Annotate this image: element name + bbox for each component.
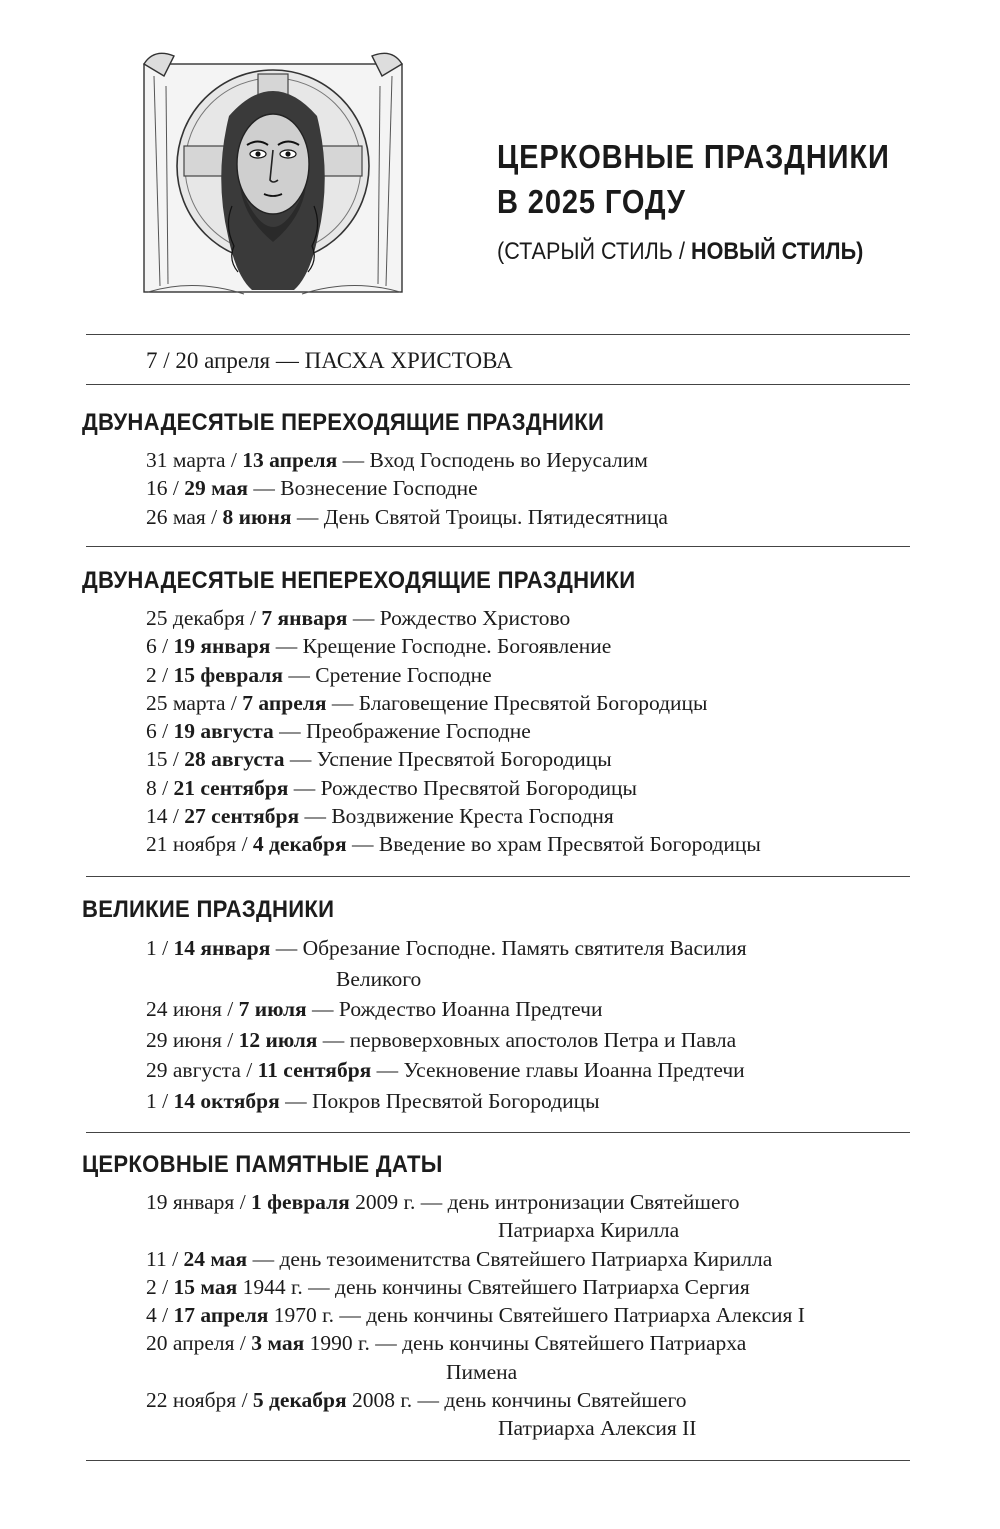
list-item: 8 / 21 сентября — Рождество Пресвятой Богородицы bbox=[146, 775, 637, 800]
list-item: 24 июня / 7 июля — Рождество Иоанна Предтечи bbox=[146, 997, 603, 1021]
style-legend bbox=[497, 238, 863, 266]
section-great-feasts bbox=[82, 895, 912, 1116]
memorial-list bbox=[82, 1188, 912, 1443]
page-title bbox=[497, 134, 890, 224]
list-item: 25 марта / 7 апреля — Благовещение Пресвятой Богородицы bbox=[146, 690, 708, 715]
divider bbox=[86, 1132, 910, 1133]
list-item: 21 ноября / 4 декабря — Введение во храм Пресвятой Богородицы bbox=[146, 832, 761, 857]
list-item: 14 / 27 сентября — Воздвижение Креста Господня bbox=[146, 804, 614, 829]
list-item: 31 марта / 13 апреля — Вход Господень во Иерусалим bbox=[146, 448, 648, 472]
easter-name: ПАСХА ХРИСТОВА bbox=[304, 348, 513, 373]
title-line-1: ЦЕРКОВНЫЕ ПРАЗДНИКИ bbox=[497, 138, 890, 175]
divider bbox=[86, 384, 910, 385]
list-item: 22 ноября / 5 декабря 2008 г. — день кончины Святейшего Патриарха Алексия II bbox=[146, 1386, 912, 1443]
feast-list bbox=[82, 933, 912, 1116]
list-item: 2 / 15 мая 1944 г. — день кончины Святейшего Патриарха Сергия bbox=[146, 1274, 750, 1299]
list-item: 19 января / 1 февраля 2009 г. — день интронизации Святейшего Патриарха Кирилла bbox=[146, 1188, 912, 1245]
feast-list bbox=[82, 446, 912, 531]
section-moveable-feasts bbox=[82, 408, 912, 531]
list-item: 15 / 28 августа — Успение Пресвятой Богородицы bbox=[146, 747, 612, 772]
old-style-label: (СТАРЫЙ СТИЛЬ / bbox=[497, 238, 685, 265]
list-item: 29 июня / 12 июля — первоверховных апостолов Петра и Павла bbox=[146, 1027, 737, 1052]
list-item: 16 / 29 мая — Вознесение Господне bbox=[146, 476, 478, 501]
list-item: 6 / 19 января — Крещение Господне. Богоявление bbox=[146, 634, 612, 659]
feast-list bbox=[82, 604, 912, 859]
continuation-text: Патриарха Алексия II bbox=[498, 1416, 697, 1441]
list-item: 26 мая / 8 июня — День Святой Троицы. Пятидесятница bbox=[146, 504, 668, 529]
section-title: ЦЕРКОВНЫЕ ПАМЯТНЫЕ ДАТЫ bbox=[82, 1151, 443, 1178]
continuation-text: Патриарха Кирилла bbox=[498, 1218, 680, 1243]
section-fixed-feasts bbox=[82, 566, 912, 859]
mandylion-icon-illustration bbox=[134, 46, 412, 304]
list-item: 11 / 24 мая — день тезоименитства Святейшего Патриарха Кирилла bbox=[146, 1246, 773, 1271]
easter-date: 7 / 20 апреля — bbox=[146, 348, 299, 373]
list-item: 6 / 19 августа — Преображение Господне bbox=[146, 719, 531, 744]
list-item: 25 декабря / 7 января — Рождество Христово bbox=[146, 606, 571, 630]
easter-entry bbox=[146, 348, 513, 374]
section-title: ВЕЛИКИЕ ПРАЗДНИКИ bbox=[82, 896, 335, 923]
list-item: 20 апреля / 3 мая 1990 г. — день кончины Святейшего Патриарха Пимена bbox=[146, 1329, 912, 1386]
divider bbox=[86, 334, 910, 335]
section-memorial-dates bbox=[82, 1150, 912, 1443]
continuation-text: Пимена bbox=[446, 1359, 518, 1384]
section-title: ДВУНАДЕСЯТЫЕ ПЕРЕХОДЯЩИЕ ПРАЗДНИКИ bbox=[82, 409, 605, 436]
list-item: 4 / 17 апреля 1970 г. — день кончины Святейшего Патриарха Алексия I bbox=[146, 1303, 805, 1328]
continuation-text: Великого bbox=[336, 966, 422, 991]
divider bbox=[86, 876, 910, 877]
new-style-label: НОВЫЙ СТИЛЬ) bbox=[690, 238, 864, 265]
divider bbox=[86, 546, 910, 547]
list-item: 29 августа / 11 сентября — Усекновение главы Иоанна Предтечи bbox=[146, 1058, 745, 1082]
title-line-2: В 2025 ГОДУ bbox=[497, 183, 686, 220]
list-item: 1 / 14 января — Обрезание Господне. Память святителя Василия Великого bbox=[146, 933, 912, 994]
section-title: ДВУНАДЕСЯТЫЕ НЕПЕРЕХОДЯЩИЕ ПРАЗДНИКИ bbox=[82, 567, 636, 594]
divider bbox=[86, 1460, 910, 1461]
list-item: 1 / 14 октября — Покров Пресвятой Богородицы bbox=[146, 1088, 600, 1113]
list-item: 2 / 15 февраля — Сретение Господне bbox=[146, 662, 492, 687]
